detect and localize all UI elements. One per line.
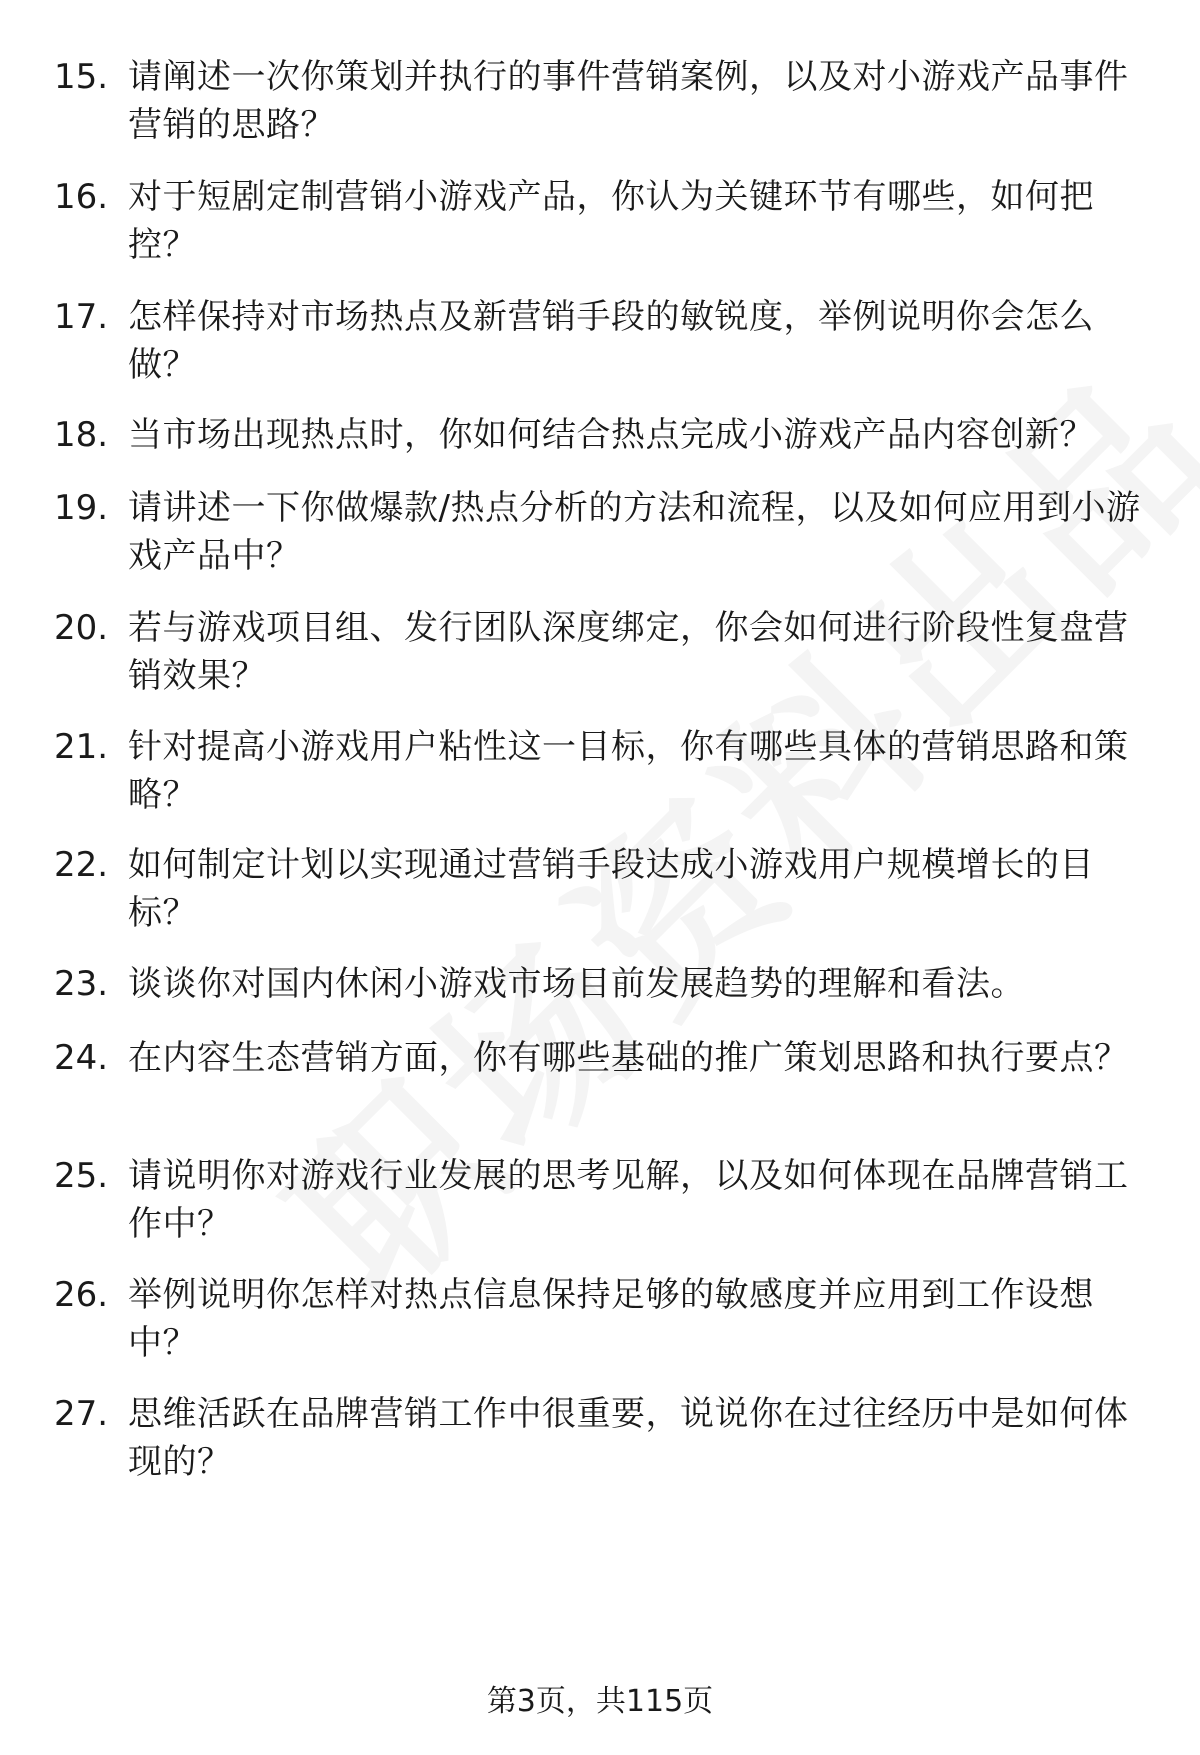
question-text: 怎样保持对市场热点及新营销手段的敏锐度，举例说明你会怎么做？ bbox=[128, 297, 1094, 385]
question-text: 举例说明你怎样对热点信息保持足够的敏感度并应用到工作设想中？ bbox=[128, 1275, 1094, 1363]
question-number: 22. bbox=[54, 845, 109, 885]
question-text: 请阐述一次你策划并执行的事件营销案例，以及对小游戏产品事件营销的思路？ bbox=[128, 57, 1129, 145]
question-number: 26. bbox=[54, 1275, 109, 1315]
question-number: 15. bbox=[54, 57, 109, 97]
question-text: 思维活跃在品牌营销工作中很重要，说说你在过往经历中是如何体现的？ bbox=[128, 1394, 1129, 1482]
question-number: 17. bbox=[54, 297, 109, 337]
question-number: 24. bbox=[54, 1038, 109, 1078]
question-text: 当市场出现热点时，你如何结合热点完成小游戏产品内容创新？ bbox=[128, 415, 1094, 455]
question-text: 请讲述一下你做爆款/热点分析的方法和流程，以及如何应用到小游戏产品中？ bbox=[128, 488, 1141, 576]
question-number: 19. bbox=[54, 488, 109, 528]
question-number: 18. bbox=[54, 415, 109, 455]
question-number: 21. bbox=[54, 727, 109, 767]
question-text: 谈谈你对国内休闲小游戏市场目前发展趋势的理解和看法。 bbox=[128, 964, 1025, 1004]
question-number: 27. bbox=[54, 1394, 109, 1434]
question-text: 如何制定计划以实现通过营销手段达成小游戏用户规模增长的目标？ bbox=[128, 845, 1094, 933]
question-text: 在内容生态营销方面，你有哪些基础的推广策划思路和执行要点？ bbox=[128, 1038, 1129, 1078]
question-number: 16. bbox=[54, 177, 109, 217]
question-number: 25. bbox=[54, 1156, 109, 1196]
question-text: 对于短剧定制营销小游戏产品，你认为关键环节有哪些，如何把控？ bbox=[128, 177, 1094, 265]
page-footer: 第3页，共115页 bbox=[486, 1684, 714, 1719]
question-text: 请说明你对游戏行业发展的思考见解，以及如何体现在品牌营销工作中？ bbox=[128, 1156, 1129, 1244]
question-text: 若与游戏项目组、发行团队深度绑定，你会如何进行阶段性复盘营销效果？ bbox=[128, 608, 1129, 696]
question-number: 20. bbox=[54, 608, 109, 648]
question-text: 针对提高小游戏用户粘性这一目标，你有哪些具体的营销思路和策略？ bbox=[128, 727, 1129, 815]
question-number: 23. bbox=[54, 964, 109, 1004]
